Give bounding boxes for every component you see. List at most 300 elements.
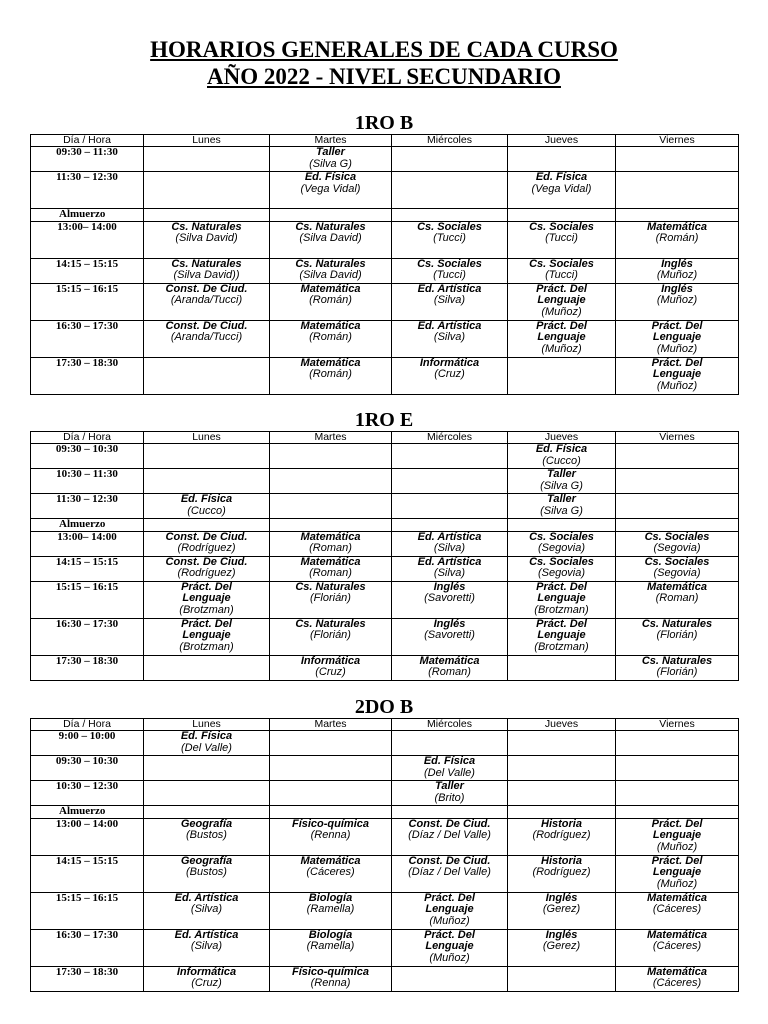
schedule-cell — [270, 806, 392, 819]
schedule-cell — [144, 818, 270, 855]
subject-name: Biología — [308, 892, 353, 904]
table-row — [31, 221, 739, 258]
table-row — [31, 444, 739, 469]
schedule-cell — [144, 966, 270, 991]
schedule-cell — [616, 221, 739, 258]
schedule-cell — [508, 283, 616, 320]
subject-name: Ed. Física — [304, 171, 357, 183]
schedule-cell — [508, 892, 616, 929]
schedule-cell — [270, 855, 392, 892]
teacher-name: (Florián) — [656, 629, 698, 642]
schedule-cell — [270, 172, 392, 209]
subject-name: Lenguaje — [652, 829, 702, 842]
teacher-name: (Muñoz) — [656, 841, 698, 854]
table-row — [31, 929, 739, 966]
day-header: Viernes — [616, 719, 739, 731]
section-title-1ro-e: 1RO E — [354, 409, 414, 431]
teacher-name: (Vega Vidal) — [300, 182, 361, 195]
schedule-cell — [270, 531, 392, 556]
schedule-cell — [392, 444, 508, 469]
time-slot: 13:00– 14:00 — [31, 531, 144, 556]
schedule-cell — [616, 581, 739, 618]
teacher-name: (Gerez) — [542, 903, 581, 916]
teacher-name: (Gerez) — [542, 940, 581, 953]
time-slot: 14:15 – 15:15 — [31, 556, 144, 581]
day-header: Jueves — [508, 135, 616, 147]
subject-name: Físico-química — [291, 966, 370, 978]
schedule-cell — [508, 221, 616, 258]
subject-name: Const. De Ciud. — [408, 818, 491, 830]
lunch-row — [31, 806, 739, 819]
schedule-cell — [144, 731, 270, 756]
subject-name: Lenguaje — [537, 331, 586, 344]
schedule-cell — [270, 929, 392, 966]
subject-name: Cs. Naturales — [641, 618, 713, 630]
subject-name: Lenguaje — [537, 294, 586, 307]
subject-name: Cs. Naturales — [295, 221, 366, 233]
schedule-cell — [616, 556, 739, 581]
time-slot: 16:30 – 17:30 — [31, 929, 144, 966]
subject-name: Lenguaje — [652, 866, 702, 879]
schedule-cell — [392, 855, 508, 892]
schedule-cell — [616, 469, 739, 494]
subject-name: Práct. Del — [424, 892, 475, 904]
schedule-cell — [392, 357, 508, 394]
schedule-cell — [508, 756, 616, 781]
subject-name: Lenguaje — [652, 331, 702, 344]
subject-name: Taller — [435, 780, 464, 792]
schedule-cell — [616, 519, 739, 532]
schedule-cell — [270, 756, 392, 781]
schedule-cell — [144, 806, 270, 819]
subject-name: Cs. Sociales — [417, 221, 482, 233]
schedule-cell — [144, 781, 270, 806]
teacher-name: (Silva) — [433, 542, 466, 555]
subject-name: Práct. Del — [651, 855, 703, 867]
teacher-name: (Silva G) — [540, 504, 583, 517]
teacher-name: (Román) — [655, 232, 699, 245]
day-header: Miércoles — [392, 135, 508, 147]
teacher-name: (Savoretti) — [424, 592, 475, 605]
subject-name: Físico-química — [291, 818, 370, 830]
subject-name: Taller — [547, 468, 576, 480]
day-hour-header: Día / Hora — [31, 135, 144, 147]
schedule-cell — [616, 444, 739, 469]
teacher-name: (Díaz / Del Valle) — [408, 829, 491, 842]
subject-name: Historia — [541, 818, 582, 830]
table-row — [31, 892, 739, 929]
table-row — [31, 147, 739, 172]
teacher-name: (Del Valle) — [424, 766, 475, 779]
subject-name: Cs. Sociales — [529, 556, 594, 568]
subject-name: Informática — [419, 357, 480, 369]
time-slot: 09:30 – 11:30 — [31, 147, 144, 172]
schedule-cell — [392, 556, 508, 581]
table-row — [31, 618, 739, 655]
schedule-table-1ro-b — [30, 134, 739, 395]
teacher-name: (Silva David) — [299, 232, 362, 245]
subject-name: Matemática — [647, 929, 707, 941]
table-row — [31, 258, 739, 283]
schedule-cell — [270, 258, 392, 283]
time-slot: 16:30 – 17:30 — [31, 618, 144, 655]
teacher-name: (Muñoz) — [541, 306, 582, 319]
time-slot: 9:00 – 10:00 — [31, 731, 144, 756]
subject-name: Cs. Sociales — [644, 531, 710, 543]
subject-name: Matemática — [419, 655, 480, 667]
time-slot: 17:30 – 18:30 — [31, 357, 144, 394]
schedule-cell — [270, 556, 392, 581]
schedule-cell — [144, 357, 270, 394]
teacher-name: (Cáceres) — [652, 977, 702, 990]
subject-name: Taller — [547, 493, 576, 505]
schedule-cell — [508, 357, 616, 394]
time-slot: 09:30 – 10:30 — [31, 444, 144, 469]
schedule-table-2do-b — [30, 718, 739, 992]
subject-name: Matemática — [300, 357, 361, 369]
schedule-cell — [144, 756, 270, 781]
teacher-name: (Bustos) — [186, 829, 227, 842]
subject-name: Matemática — [300, 531, 361, 543]
schedule-cell — [270, 283, 392, 320]
teacher-name: (Renna) — [310, 977, 351, 990]
subject-name: Cs. Sociales — [417, 258, 482, 270]
subject-name: Ed. Física — [423, 755, 476, 767]
teacher-name: (Bustos) — [186, 866, 227, 879]
schedule-cell — [144, 221, 270, 258]
schedule-cell — [144, 209, 270, 222]
subject-name: Cs. Naturales — [295, 581, 366, 593]
teacher-name: (Cáceres) — [306, 866, 355, 879]
day-header: Martes — [270, 135, 392, 147]
subject-name: Matemática — [300, 283, 361, 295]
subject-name: Ed. Artística — [174, 892, 239, 904]
table-row — [31, 818, 739, 855]
schedule-cell — [392, 172, 508, 209]
schedule-cell — [144, 556, 270, 581]
subject-name: Informática — [300, 655, 361, 667]
time-slot: 17:30 – 18:30 — [31, 655, 144, 680]
teacher-name: (Muñoz) — [656, 878, 698, 891]
schedule-cell — [616, 806, 739, 819]
teacher-name: (Cruz) — [191, 977, 222, 990]
subject-name: Const. De Ciud. — [408, 855, 491, 867]
schedule-cell — [270, 618, 392, 655]
subject-name: Ed. Artística — [174, 929, 239, 941]
subject-name: Práct. Del — [536, 618, 587, 630]
teacher-name: (Cruz) — [315, 666, 346, 679]
schedule-cell — [392, 494, 508, 519]
subject-name: Const. De Ciud. — [165, 320, 248, 332]
subject-name: Cs. Sociales — [529, 221, 594, 233]
teacher-name: (Rodríguez) — [532, 866, 591, 879]
schedule-cell — [392, 320, 508, 357]
table-row — [31, 966, 739, 991]
schedule-cell — [508, 781, 616, 806]
teacher-name: (Florián) — [310, 592, 351, 605]
subject-name: Const. De Ciud. — [165, 556, 248, 568]
schedule-cell — [508, 320, 616, 357]
schedule-cell — [616, 781, 739, 806]
teacher-name: (Vega Vidal) — [531, 182, 592, 195]
subject-name: Ed. Física — [535, 171, 588, 183]
schedule-cell — [392, 221, 508, 258]
teacher-name: (Tucci) — [433, 269, 466, 282]
schedule-cell — [508, 966, 616, 991]
table-row — [31, 531, 739, 556]
teacher-name: (Segovia) — [653, 567, 701, 580]
teacher-name: (Brotzman) — [179, 604, 234, 617]
time-slot: 11:30 – 12:30 — [31, 172, 144, 209]
day-hour-header: Día / Hora — [31, 719, 144, 731]
teacher-name: (Tucci) — [433, 232, 466, 245]
teacher-name: (Rodríguez) — [177, 567, 236, 580]
schedule-cell — [508, 581, 616, 618]
teacher-name: (Muñoz) — [429, 952, 470, 965]
schedule-cell — [508, 618, 616, 655]
time-slot: 13:00– 14:00 — [31, 221, 144, 258]
teacher-name: (Román) — [309, 331, 352, 344]
table-row — [31, 581, 739, 618]
table-row — [31, 494, 739, 519]
teacher-name: (Román) — [309, 294, 352, 307]
subject-name: Inglés — [545, 892, 578, 904]
day-hour-header: Día / Hora — [31, 432, 144, 444]
schedule-cell — [508, 494, 616, 519]
section-title-1ro-b: 1RO B — [354, 112, 414, 134]
header-row — [31, 432, 739, 444]
schedule-cell — [270, 444, 392, 469]
teacher-name: (Segovia) — [537, 542, 586, 555]
teacher-name: (Roman) — [655, 592, 699, 605]
teacher-name: (Tucci) — [545, 232, 578, 245]
schedule-cell — [144, 172, 270, 209]
schedule-cell — [508, 519, 616, 532]
schedule-cell — [508, 258, 616, 283]
schedule-cell — [392, 618, 508, 655]
table-row — [31, 655, 739, 680]
time-slot: 11:30 – 12:30 — [31, 494, 144, 519]
time-slot: 15:15 – 16:15 — [31, 581, 144, 618]
subject-name: Inglés — [433, 618, 466, 630]
teacher-name: (Segovia) — [653, 542, 701, 555]
subject-name: Lenguaje — [425, 903, 474, 916]
document-title-line2: AÑO 2022 - NIVEL SECUNDARIO — [207, 64, 561, 89]
schedule-cell — [270, 221, 392, 258]
teacher-name: (Muñoz) — [656, 380, 698, 393]
schedule-cell — [616, 172, 739, 209]
subject-name: Matemática — [647, 581, 707, 593]
table-row — [31, 855, 739, 892]
teacher-name: (Cruz) — [434, 368, 465, 381]
table-row — [31, 357, 739, 394]
table-row — [31, 283, 739, 320]
schedule-cell — [508, 929, 616, 966]
subject-name: Matemática — [300, 855, 361, 867]
header-row — [31, 719, 739, 731]
schedule-cell — [144, 444, 270, 469]
schedule-cell — [616, 357, 739, 394]
schedule-table-1ro-e — [30, 431, 739, 681]
schedule-cell — [270, 209, 392, 222]
teacher-name: (Silva G) — [309, 157, 352, 170]
schedule-cell — [616, 929, 739, 966]
subject-name: Biología — [308, 929, 353, 941]
subject-name: Ed. Física — [535, 443, 588, 455]
subject-name: Geografía — [180, 855, 233, 867]
schedule-cell — [270, 469, 392, 494]
time-slot: 13:00 – 14:00 — [31, 818, 144, 855]
teacher-name: (Brotzman) — [534, 641, 589, 654]
subject-name: Cs. Naturales — [295, 258, 366, 270]
subject-name: Práct. Del — [651, 357, 703, 369]
schedule-cell — [392, 581, 508, 618]
subject-name: Matemática — [300, 556, 361, 568]
schedule-cell — [144, 469, 270, 494]
time-slot: 14:15 – 15:15 — [31, 258, 144, 283]
day-header: Lunes — [144, 719, 270, 731]
teacher-name: (Silva G) — [540, 479, 583, 492]
subject-name: Práct. Del — [424, 929, 475, 941]
schedule-cell — [616, 209, 739, 222]
teacher-name: (Cáceres) — [652, 940, 702, 953]
schedule-cell — [392, 756, 508, 781]
schedule-cell — [616, 818, 739, 855]
schedule-cell — [144, 892, 270, 929]
teacher-name: (Muñoz) — [541, 343, 582, 356]
day-header: Jueves — [508, 719, 616, 731]
header-row — [31, 135, 739, 147]
teacher-name: (Ramella) — [306, 940, 355, 953]
schedule-cell — [392, 258, 508, 283]
day-header: Viernes — [616, 432, 739, 444]
subject-name: Ed. Física — [180, 730, 233, 742]
schedule-cell — [144, 519, 270, 532]
schedule-cell — [392, 892, 508, 929]
subject-name: Geografía — [180, 818, 233, 830]
teacher-name: (Silva David) — [299, 269, 362, 282]
subject-name: Lenguaje — [652, 368, 702, 381]
schedule-cell — [392, 519, 508, 532]
schedule-cell — [508, 531, 616, 556]
time-slot: 15:15 – 16:15 — [31, 283, 144, 320]
schedule-cell — [392, 655, 508, 680]
subject-name: Ed. Física — [180, 493, 233, 505]
teacher-name: (Muñoz) — [429, 915, 470, 928]
teacher-name: (Del Valle) — [181, 741, 232, 754]
teacher-name: (Silva) — [190, 903, 223, 916]
schedule-cell — [616, 258, 739, 283]
subject-name: Práct. Del — [536, 581, 587, 593]
schedule-cell — [392, 966, 508, 991]
subject-name: Matemática — [647, 892, 707, 904]
schedule-cell — [616, 966, 739, 991]
table-row — [31, 781, 739, 806]
subject-name: Práct. Del — [651, 818, 703, 830]
teacher-name: (Román) — [309, 368, 352, 381]
subject-name: Cs. Sociales — [529, 531, 594, 543]
teacher-name: (Cucco) — [187, 504, 226, 517]
schedule-cell — [616, 531, 739, 556]
subject-name: Ed. Artística — [417, 320, 482, 332]
schedule-cell — [144, 258, 270, 283]
table-row — [31, 469, 739, 494]
schedule-cell — [392, 209, 508, 222]
subject-name: Taller — [316, 146, 345, 158]
schedule-cell — [616, 892, 739, 929]
schedule-cell — [392, 283, 508, 320]
teacher-name: (Florián) — [310, 629, 351, 642]
schedule-cell — [392, 469, 508, 494]
teacher-name: (Cucco) — [542, 454, 581, 467]
schedule-cell — [270, 966, 392, 991]
teacher-name: (Brotzman) — [534, 604, 589, 617]
table-row — [31, 172, 739, 209]
schedule-cell — [144, 618, 270, 655]
schedule-cell — [616, 320, 739, 357]
table-row — [31, 731, 739, 756]
subject-name: Historia — [541, 855, 582, 867]
lunch-row — [31, 519, 739, 532]
teacher-name: (Muñoz) — [656, 343, 698, 356]
subject-name: Const. De Ciud. — [165, 283, 248, 295]
schedule-cell — [508, 655, 616, 680]
subject-name: Matemática — [647, 221, 707, 233]
time-slot: 14:15 – 15:15 — [31, 855, 144, 892]
lunch-label: Almuerzo — [31, 209, 144, 222]
lunch-label: Almuerzo — [31, 806, 144, 819]
teacher-name: (Muñoz) — [656, 269, 698, 282]
schedule-cell — [392, 147, 508, 172]
schedule-cell — [270, 494, 392, 519]
time-slot: 15:15 – 16:15 — [31, 892, 144, 929]
teacher-name: (Muñoz) — [656, 294, 698, 307]
schedule-cell — [508, 731, 616, 756]
schedule-cell — [508, 147, 616, 172]
time-slot: 16:30 – 17:30 — [31, 320, 144, 357]
teacher-name: (Renna) — [310, 829, 351, 842]
schedule-cell — [616, 618, 739, 655]
schedule-cell — [270, 320, 392, 357]
teacher-name: (Ramella) — [306, 903, 355, 916]
day-header: Viernes — [616, 135, 739, 147]
teacher-name: (Silva) — [190, 940, 223, 953]
subject-name: Inglés — [661, 258, 693, 270]
time-slot: 09:30 – 10:30 — [31, 756, 144, 781]
day-header: Martes — [270, 432, 392, 444]
schedule-cell — [144, 494, 270, 519]
schedule-cell — [144, 531, 270, 556]
subject-name: Lenguaje — [182, 592, 231, 605]
schedule-cell — [508, 818, 616, 855]
subject-name: Inglés — [545, 929, 578, 941]
schedule-cell — [508, 444, 616, 469]
subject-name: Práct. Del — [181, 581, 232, 593]
subject-name: Práct. Del — [651, 320, 703, 332]
day-header: Miércoles — [392, 432, 508, 444]
schedule-cell — [392, 531, 508, 556]
subject-name: Ed. Artística — [417, 556, 482, 568]
table-row — [31, 320, 739, 357]
schedule-cell — [508, 806, 616, 819]
table-row — [31, 556, 739, 581]
day-header: Lunes — [144, 432, 270, 444]
table-row — [31, 756, 739, 781]
schedule-cell — [616, 494, 739, 519]
schedule-cell — [270, 818, 392, 855]
teacher-name: (Silva David) — [175, 232, 238, 245]
subject-name: Inglés — [433, 581, 466, 593]
